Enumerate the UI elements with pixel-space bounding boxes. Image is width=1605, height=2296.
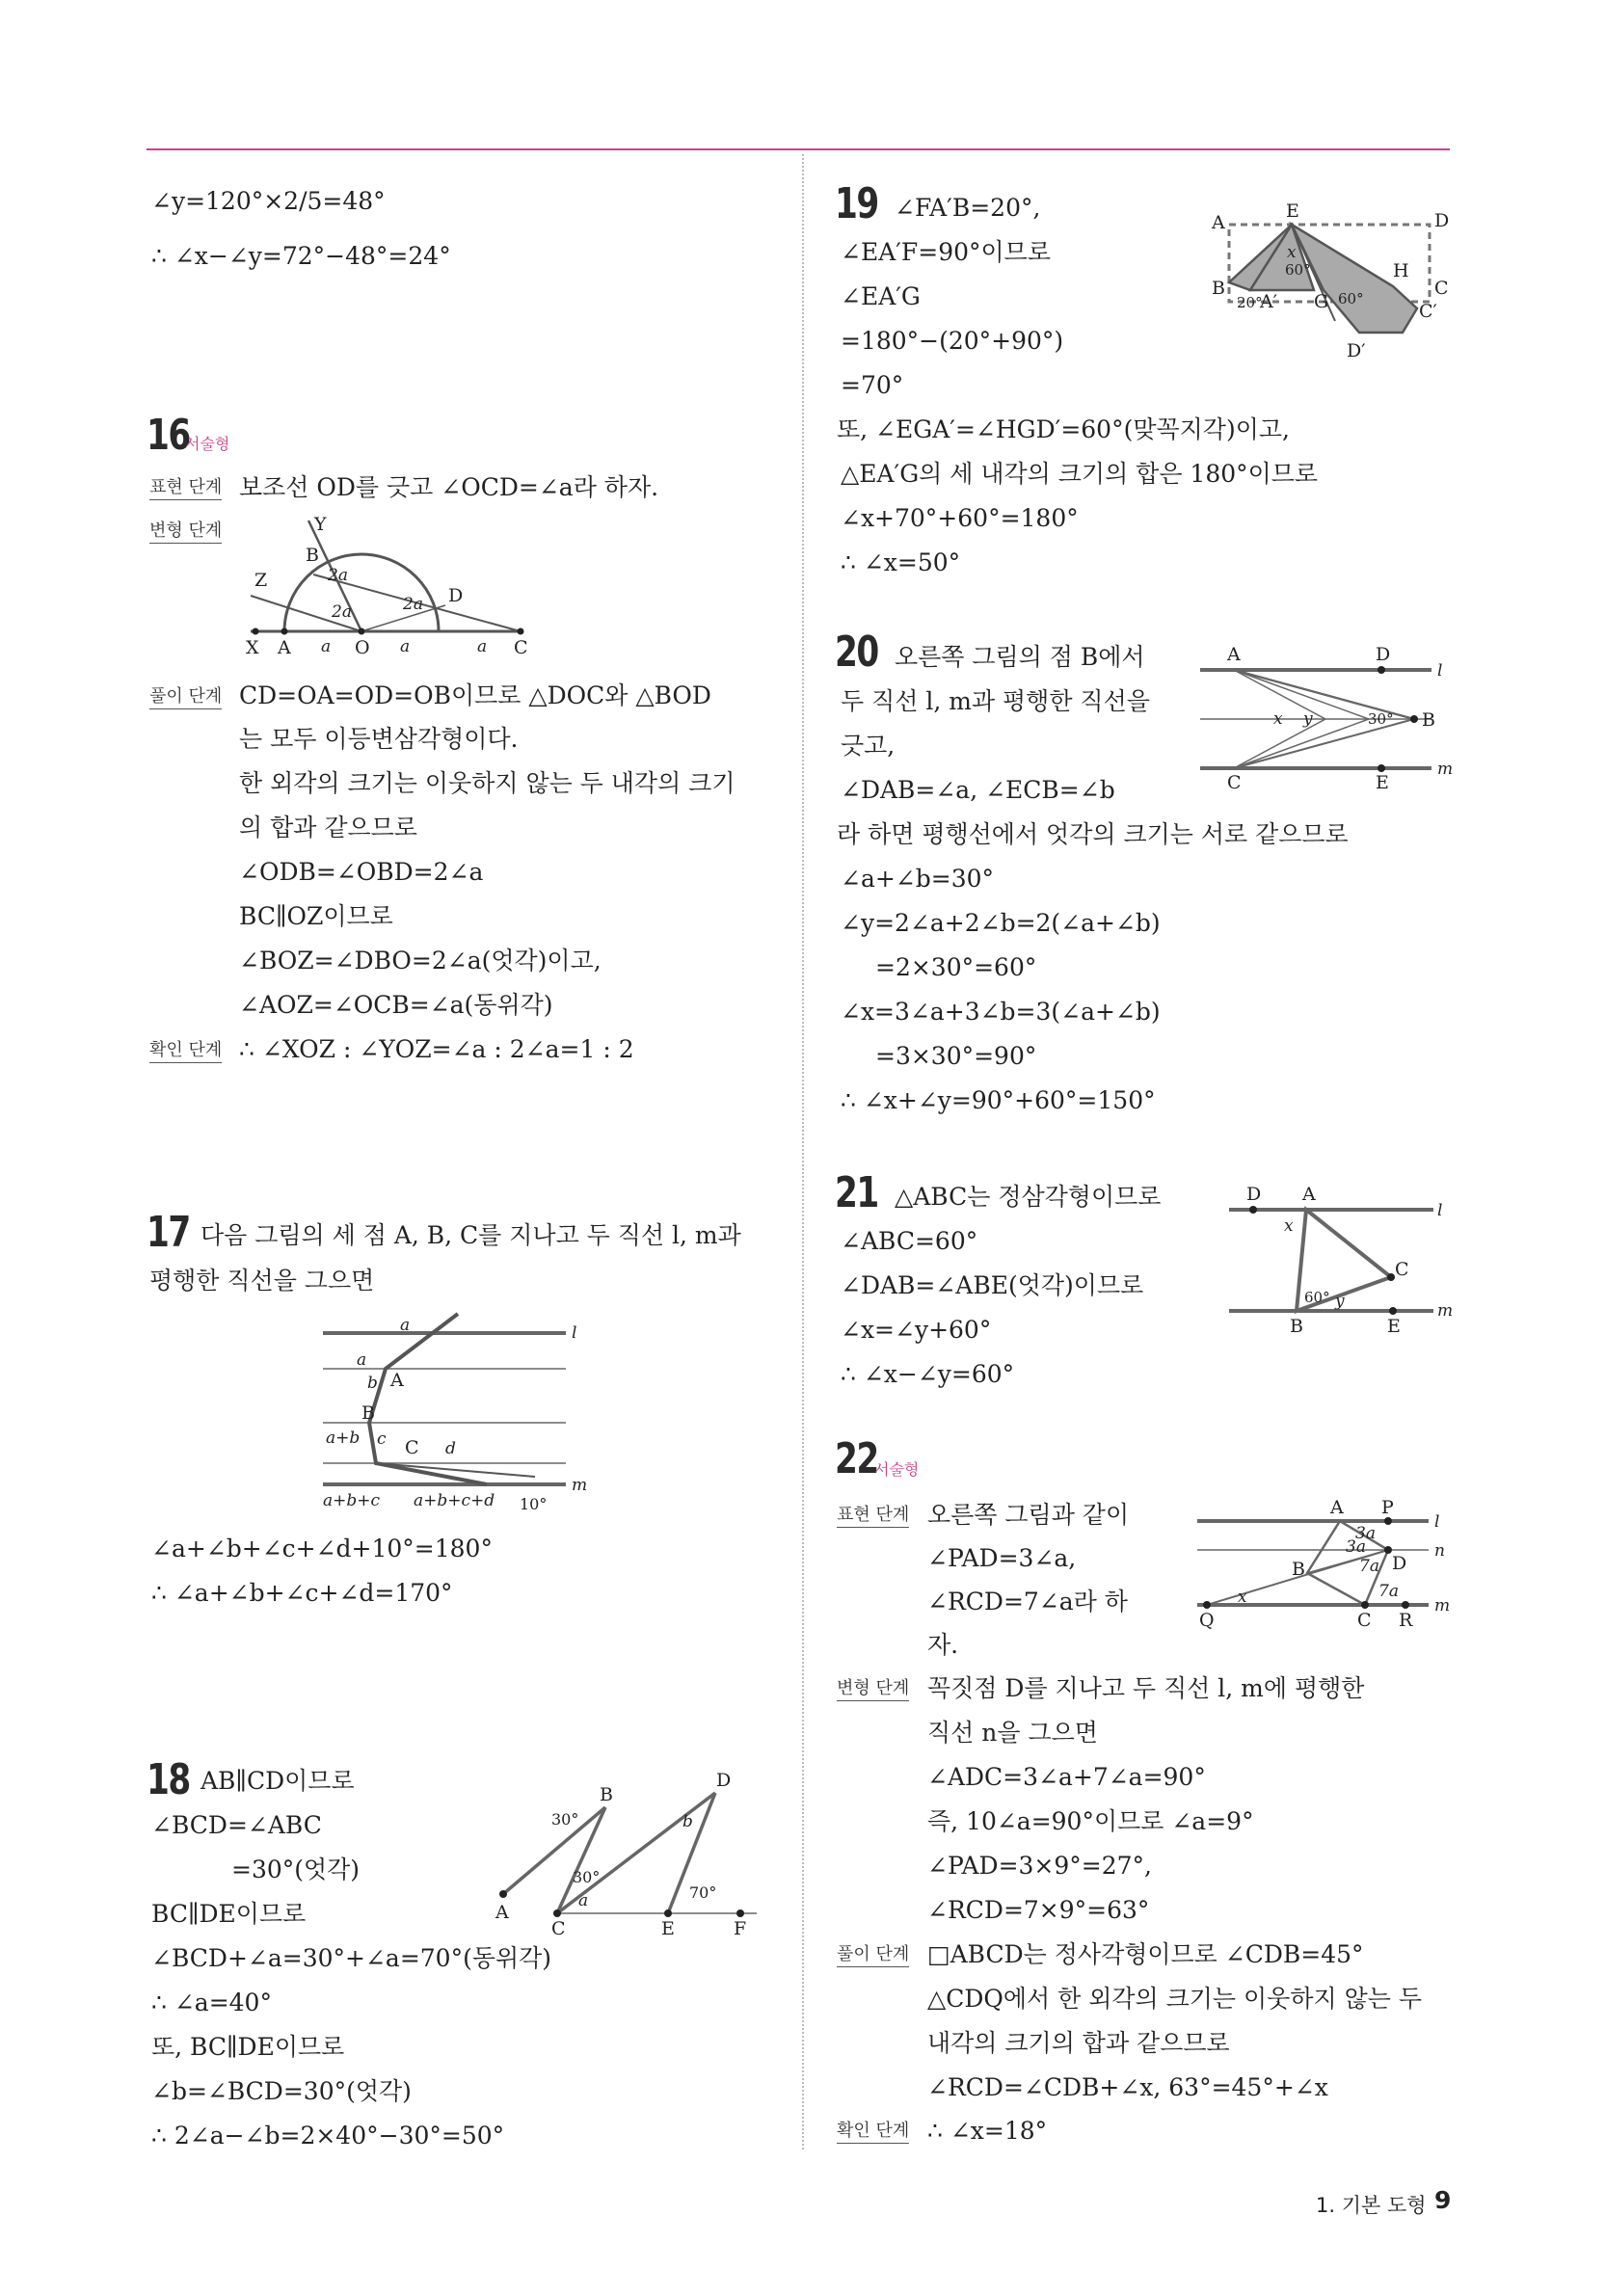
p21-line: ∴ ∠x−∠y=60° <box>841 1360 1015 1388</box>
zigzag-figure <box>492 1769 771 1942</box>
line-l: l <box>1437 1201 1443 1220</box>
label-B: B <box>1212 278 1225 299</box>
p22-line: 오른쪽 그림과 같이 <box>927 1501 1130 1529</box>
angle-a-b-c: a+b+c <box>323 1491 381 1510</box>
p18-line: 또, BC∥DE이므로 <box>151 2033 345 2061</box>
step-label: 표현 단계 <box>149 477 222 500</box>
p20-line: ∠a+∠b=30° <box>841 865 995 893</box>
label-B: B <box>1422 709 1435 731</box>
angle-x: x <box>1287 243 1297 262</box>
p20-line: ∠x=3∠a+3∠b=3(∠a+∠b) <box>841 998 1161 1026</box>
label-D: D <box>1376 644 1391 665</box>
p17-line: ∴ ∠a+∠b+∠c+∠d=170° <box>151 1579 453 1607</box>
label-E: E <box>661 1918 675 1939</box>
p20-line: 오른쪽 그림의 점 B에서 <box>895 643 1145 671</box>
problem-number: 22 <box>835 1434 878 1483</box>
angle-2a: 2a <box>332 602 352 622</box>
label-A: A <box>1227 644 1241 665</box>
step-label: 풀이 단계 <box>149 686 222 709</box>
label-E: E <box>1387 1316 1401 1337</box>
angle-b: b <box>682 1812 693 1831</box>
label-C: C <box>405 1437 419 1458</box>
label-E: E <box>1286 200 1299 222</box>
step-label: 변형 단계 <box>149 521 222 544</box>
p19-line: =180°−(20°+90°) <box>841 327 1064 355</box>
label-D: D <box>1246 1184 1262 1205</box>
step-label: 확인 단계 <box>837 2121 909 2144</box>
p22-line: ∠ADC=3∠a+7∠a=90° <box>927 1763 1206 1791</box>
p22-line: ∴ ∠x=18° <box>927 2117 1048 2145</box>
p20-line: ∴ ∠x+∠y=90°+60°=150° <box>841 1086 1156 1114</box>
p22-line: ∠RCD=7∠a라 하 <box>927 1588 1128 1615</box>
step-label: 확인 단계 <box>149 1040 222 1063</box>
p16-line: ∠AOZ=∠OCB=∠a(동위각) <box>239 991 553 1019</box>
label-D: D <box>716 1770 732 1791</box>
p18-line: ∠b=∠BCD=30°(엇각) <box>151 2077 412 2105</box>
angle-a: a <box>578 1891 589 1910</box>
label-D: D <box>1392 1553 1407 1574</box>
p19-line: △EA′G의 세 내각의 크기의 합은 180°이므로 <box>841 460 1319 488</box>
p22-line: □ABCD는 정사각형이므로 ∠CDB=45° <box>927 1940 1364 1968</box>
step-label: 변형 단계 <box>837 1678 909 1701</box>
p16-line: 한 외각의 크기는 이웃하지 않는 두 내각의 크기 <box>239 769 736 797</box>
p22-line: △CDQ에서 한 외각의 크기는 이웃하지 않는 두 <box>927 1985 1422 2013</box>
line-l: l <box>1434 1512 1440 1532</box>
p22-line: 직선 n을 그으면 <box>927 1719 1098 1747</box>
label-C: C <box>551 1918 566 1939</box>
p17-line: 평행한 직선을 그으면 <box>149 1267 375 1295</box>
angle-30: 30° <box>551 1810 579 1829</box>
problem-number: 19 <box>835 179 878 228</box>
step-label: 풀이 단계 <box>837 1944 909 1967</box>
essay-tag: 서술형 <box>185 435 230 453</box>
label-F: F <box>734 1918 747 1939</box>
angle-a: a <box>357 1350 367 1370</box>
angle-7a: 7a <box>1359 1557 1379 1576</box>
folded-rectangle-figure <box>1200 198 1470 371</box>
label-C: C <box>1357 1610 1372 1631</box>
p22-line: 자. <box>927 1631 959 1659</box>
p15-line1: ∠y=120°×2/5=48° <box>151 187 386 215</box>
label-A: A <box>495 1902 509 1923</box>
label-A: A <box>1330 1497 1344 1518</box>
line-m: m <box>572 1476 588 1495</box>
label-C: C <box>1395 1259 1409 1280</box>
line-n: n <box>1434 1541 1445 1561</box>
label-O: O <box>355 637 370 658</box>
label-Y: Y <box>314 514 327 535</box>
p18-line: ∴ 2∠a−∠b=2×40°−30°=50° <box>151 2122 505 2149</box>
angle-y: y <box>1303 709 1313 729</box>
label-C: C <box>514 637 528 658</box>
label-B: B <box>1290 1316 1303 1337</box>
angle-d: d <box>445 1439 456 1458</box>
angle-x: x <box>1284 1216 1294 1236</box>
p22-line: 꼭짓점 D를 지나고 두 직선 l, m에 평행한 <box>927 1674 1365 1702</box>
label-R: R <box>1399 1610 1413 1631</box>
p18-line: =30°(엇각) <box>231 1855 361 1883</box>
line-m: m <box>1437 1301 1454 1321</box>
p20-line: 라 하면 평행선에서 엇각의 크기는 서로 같으므로 <box>837 820 1349 848</box>
p16-line: ∠BOZ=∠DBO=2∠a(엇각)이고, <box>239 947 602 974</box>
square-parallel-figure <box>1186 1494 1465 1639</box>
p16-line: BC∥OZ이므로 <box>239 902 393 930</box>
label-A-prime: A′ <box>1260 291 1278 312</box>
p22-line: 내각의 크기의 합과 같으므로 <box>927 2029 1230 2057</box>
angle-x: x <box>1273 709 1283 729</box>
label-A: A <box>390 1370 404 1391</box>
label-X: X <box>246 637 259 658</box>
page-number: 9 <box>1434 2186 1452 2214</box>
p20-line: ∠y=2∠a+2∠b=2(∠a+∠b) <box>841 909 1161 937</box>
p19-line: =70° <box>841 371 904 399</box>
angle-7a: 7a <box>1378 1582 1399 1601</box>
p20-line: =2×30°=60° <box>875 953 1037 981</box>
p21-line: ∠x=∠y+60° <box>841 1316 992 1344</box>
angle-a-plus-b: a+b <box>326 1428 361 1448</box>
label-D: D <box>448 585 464 606</box>
angle-60: 60° <box>1304 1289 1330 1306</box>
problem-number: 18 <box>147 1755 190 1804</box>
label-Z: Z <box>254 570 268 591</box>
label-A: A <box>1302 1184 1316 1205</box>
problem-number: 20 <box>835 627 878 677</box>
label-B: B <box>361 1402 375 1424</box>
p21-line: △ABC는 정삼각형이므로 <box>895 1183 1162 1211</box>
p22-line: ∠RCD=∠CDB+∠x, 63°=45°+∠x <box>927 2073 1328 2101</box>
p19-line: ∠FA′B=20°, <box>895 194 1041 222</box>
semicircle-figure <box>231 509 540 663</box>
angle-20: 20° <box>1237 294 1263 311</box>
angle-a: a <box>400 1316 411 1335</box>
label-Q: Q <box>1199 1610 1215 1631</box>
angle-2a: 2a <box>403 595 423 614</box>
header-rule <box>147 148 1450 150</box>
label-B: B <box>1292 1559 1305 1580</box>
angle-2a: 2a <box>328 566 348 585</box>
angle-c: c <box>377 1429 387 1449</box>
angle-60: 60° <box>1338 290 1364 307</box>
label-A: A <box>1212 212 1225 233</box>
angle-3a: 3a <box>1346 1537 1366 1557</box>
angle-y: y <box>1335 1292 1345 1311</box>
chapter-title: 1. 기본 도형 <box>1316 2194 1427 2217</box>
p21-line: ∠DAB=∠ABE(엇각)이므로 <box>841 1271 1144 1299</box>
label-D: D <box>1434 210 1450 231</box>
p16-line: CD=OA=OD=OB이므로 △DOC와 △BOD <box>239 681 711 709</box>
label-C-prime: C′ <box>1419 301 1437 322</box>
p21-line: ∠ABC=60° <box>841 1227 978 1255</box>
p17-line: ∠a+∠b+∠c+∠d+10°=180° <box>151 1535 493 1562</box>
p16-line: 는 모두 이등변삼각형이다. <box>239 725 519 753</box>
p15-line2: ∴ ∠x−∠y=72°−48°=24° <box>151 242 451 270</box>
p16-line: ∴ ∠XOZ : ∠YOZ=∠a : 2∠a=1 : 2 <box>239 1035 634 1063</box>
p20-line: 두 직선 l, m과 평행한 직선을 <box>841 687 1150 715</box>
label-D-prime: D′ <box>1347 340 1366 361</box>
line-l: l <box>572 1323 577 1343</box>
triangle-parallel-figure <box>1219 1181 1470 1345</box>
p19-line: 또, ∠EGA′=∠HGD′=60°(맞꼭지각)이고, <box>837 415 1290 443</box>
p18-line: ∠BCD=∠ABC <box>151 1811 322 1839</box>
label-P: P <box>1381 1497 1394 1518</box>
label-B: B <box>600 1784 613 1805</box>
angle-a: a <box>400 637 411 656</box>
p19-line: ∠x+70°+60°=180° <box>841 504 1079 532</box>
p22-line: ∠RCD=7×9°=63° <box>927 1896 1150 1924</box>
angle-a-b-c-d: a+b+c+d <box>414 1491 495 1510</box>
label-G: G <box>1314 291 1329 312</box>
column-divider <box>802 154 804 2149</box>
p18-line: BC∥DE이므로 <box>151 1900 307 1928</box>
p20-line: =3×30°=90° <box>875 1042 1037 1070</box>
p20-line: 긋고, <box>841 732 896 760</box>
essay-tag: 서술형 <box>874 1460 920 1479</box>
problem-number: 17 <box>147 1208 190 1257</box>
label-C: C <box>1434 278 1449 299</box>
p16-line: 보조선 OD를 긋고 ∠OCD=∠a라 하자. <box>239 473 659 501</box>
p16-line: 의 합과 같으므로 <box>239 814 417 841</box>
angle-10: 10° <box>520 1495 548 1513</box>
angle-70: 70° <box>689 1883 717 1902</box>
p22-line: 즉, 10∠a=90°이므로 ∠a=9° <box>927 1807 1254 1835</box>
angle-x: x <box>1238 1588 1247 1607</box>
line-l: l <box>1437 661 1443 681</box>
p19-line: ∴ ∠x=50° <box>841 548 961 576</box>
parallel-lines-figure <box>313 1309 602 1516</box>
label-A: A <box>278 637 291 658</box>
angle-30: 30° <box>1368 710 1394 728</box>
label-C: C <box>1227 772 1242 793</box>
angle-30: 30° <box>573 1868 601 1886</box>
label-E: E <box>1376 772 1389 793</box>
angle-a: a <box>477 637 488 656</box>
angle-3a: 3a <box>1355 1524 1376 1543</box>
angle-a: a <box>321 637 332 656</box>
p17-line: 다음 그림의 세 점 A, B, C를 지나고 두 직선 l, m과 <box>201 1221 741 1249</box>
p20-line: ∠DAB=∠a, ∠ECB=∠b <box>841 776 1115 804</box>
line-m: m <box>1434 1596 1451 1615</box>
p18-line: ∠BCD+∠a=30°+∠a=70°(동위각) <box>151 1944 552 1972</box>
p18-line: AB∥CD이므로 <box>201 1767 355 1795</box>
label-H: H <box>1393 260 1409 281</box>
p18-line: ∴ ∠a=40° <box>151 1989 272 2016</box>
step-label: 표현 단계 <box>837 1505 909 1528</box>
label-B: B <box>306 545 319 566</box>
angle-b: b <box>367 1374 378 1393</box>
p19-line: ∠EA′G <box>841 282 921 310</box>
p22-line: ∠PAD=3×9°=27°, <box>927 1852 1152 1880</box>
angle-trisection-figure <box>1190 641 1470 800</box>
problem-number: 16 <box>147 411 190 460</box>
p22-line: ∠PAD=3∠a, <box>927 1544 1077 1572</box>
p16-line: ∠ODB=∠OBD=2∠a <box>239 858 484 886</box>
problem-number: 21 <box>835 1168 878 1217</box>
line-m: m <box>1437 760 1454 779</box>
angle-60: 60° <box>1285 261 1311 279</box>
p19-line: ∠EA′F=90°이므로 <box>841 238 1051 266</box>
